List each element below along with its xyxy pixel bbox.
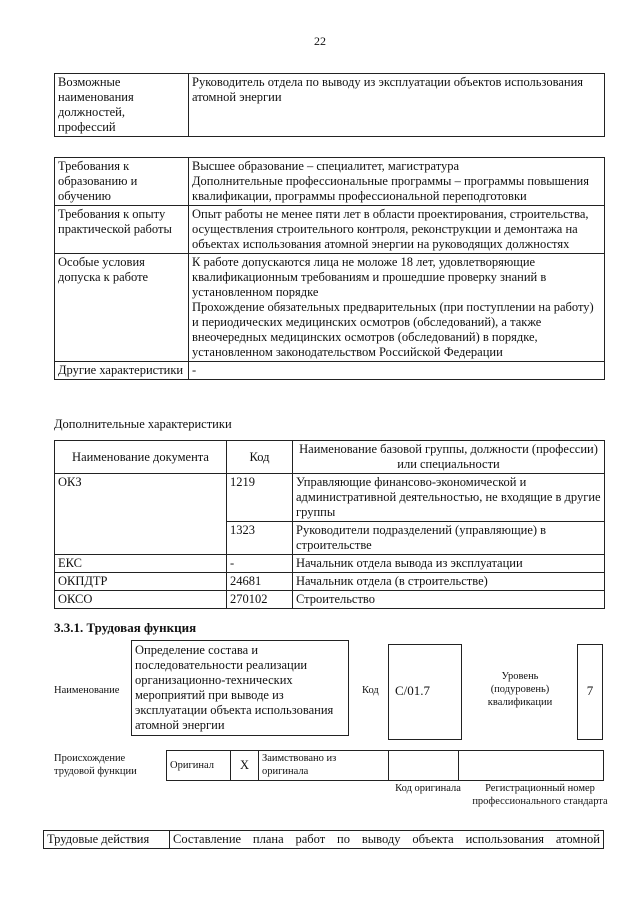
req-admission-value xyxy=(189,254,605,362)
table-cell-code: - xyxy=(227,555,293,573)
qualification-level-label: Уровень (подуровень) квалификации xyxy=(487,671,553,708)
origin-reg-cell xyxy=(459,751,604,781)
extra-characteristics-heading: Дополнительные характеристики xyxy=(54,417,232,431)
table-cell-doc: ОКЗ xyxy=(55,474,227,555)
req-education-label: Требования к образованию и обучению xyxy=(55,158,189,206)
req-other-label: Другие характеристики xyxy=(55,362,189,380)
actions-first-line: Составление плана работ по выводу объекта использования атомной xyxy=(170,831,604,849)
origin-code-cell xyxy=(389,751,459,781)
col-header-name: Наименование базовой группы, должности (профессии) или специальности xyxy=(293,441,605,474)
origin-borrowed-label: Заимствовано из оригинала xyxy=(259,751,389,781)
qualification-level-value: 7 xyxy=(577,644,603,740)
req-experience-line: Опыт работы не менее пяти лет в области проектирования, строительства, осуществления строительного контроля, реконструкции и демонтажа на объектах использования атомной энергии на руководящих должностях xyxy=(192,207,589,251)
origin-code-caption: Код оригинала xyxy=(395,783,461,794)
req-education-value xyxy=(189,158,605,206)
req-admission-line: К работе допускаются лица не моложе 18 лет, удовлетворяющие квалификационным требованиям и прошедшие проверку знаний в установленном порядке xyxy=(192,255,547,299)
origin-original-label: Оригинал xyxy=(167,751,231,781)
table-cell-doc: ОКПДТР xyxy=(55,573,227,591)
table-cell-doc: ЕКС xyxy=(55,555,227,573)
section-title: 3.3.1. Трудовая функция xyxy=(54,620,197,635)
table-cell-name: Управляющие финансово-экономической и административной деятельностью, не входящие в другие группы xyxy=(293,474,605,522)
possible-titles-value: Руководитель отдела по выводу из эксплуатации объектов использования атомной энергии xyxy=(189,74,605,137)
table-cell-name: Начальник отдела (в строительстве) xyxy=(293,573,605,591)
req-experience-label: Требования к опыту практической работы xyxy=(55,206,189,254)
req-admission-label: Особые условия допуска к работе xyxy=(55,254,189,362)
actions-label: Трудовые действия xyxy=(44,831,170,849)
origin-table xyxy=(166,750,604,781)
origin-label: Происхождение трудовой функции xyxy=(54,753,137,777)
col-header-doc: Наименование документа xyxy=(55,441,227,474)
origin-original-mark: X xyxy=(231,751,259,781)
req-education-line: Дополнительные профессиональные программы – программы повышения квалификации, программы профессиональной переподготовки xyxy=(192,174,589,203)
function-name-value: Определение состава и последовательности реализации организационно-технических мероприятий при выводе из эксплуатации объекта использования атомной энергии xyxy=(131,640,349,736)
table-cell-code: 1219 xyxy=(227,474,293,522)
possible-titles-label: Возможные наименования должностей, профессий xyxy=(55,74,189,137)
table-cell-code: 1323 xyxy=(227,522,293,555)
function-name-label: Наименование xyxy=(54,685,120,696)
function-code-label: Код xyxy=(362,685,379,696)
classifiers-table xyxy=(54,440,605,609)
actions-table xyxy=(43,830,604,849)
requirements-table xyxy=(54,157,605,380)
table-cell-name: Руководители подразделений (управляющие) в строительстве xyxy=(293,522,605,555)
col-header-code: Код xyxy=(227,441,293,474)
origin-reg-caption: Регистрационный номер профессионального стандарта xyxy=(472,783,608,807)
req-other-value xyxy=(189,362,605,380)
function-code-value: C/01.7 xyxy=(388,644,462,740)
page-number: 22 xyxy=(314,34,326,48)
table-cell-code: 270102 xyxy=(227,591,293,609)
possible-titles-table xyxy=(54,73,605,137)
req-other-line: - xyxy=(192,363,197,377)
req-education-line: Высшее образование – специалитет, магистратура xyxy=(192,159,460,173)
req-admission-line: Прохождение обязательных предварительных (при поступлении на работу) и периодических медицинских осмотров (обследований), а также внеочередных медицинских осмотров (обследований) в порядке, установленном законодательством Российской Федерации xyxy=(192,300,594,359)
table-cell-name: Строительство xyxy=(293,591,605,609)
table-cell-code: 24681 xyxy=(227,573,293,591)
req-experience-value xyxy=(189,206,605,254)
table-cell-doc: ОКСО xyxy=(55,591,227,609)
table-cell-name: Начальник отдела вывода из эксплуатации xyxy=(293,555,605,573)
